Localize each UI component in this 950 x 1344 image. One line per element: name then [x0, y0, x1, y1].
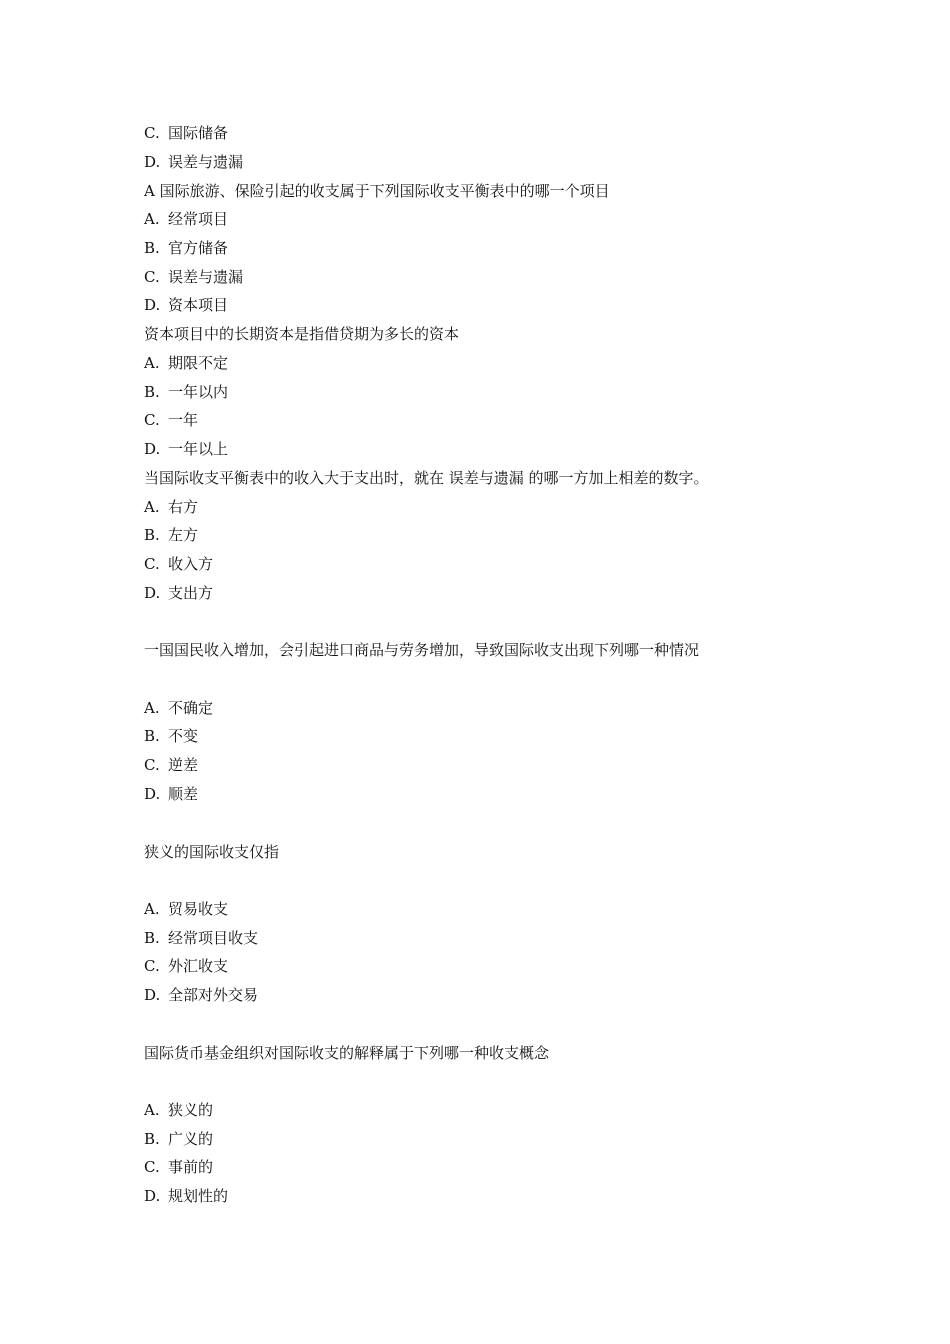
option-letter: D.	[144, 440, 161, 458]
option-text: 狭义的	[168, 1101, 214, 1119]
option-line	[144, 896, 228, 922]
option-line	[144, 752, 198, 778]
option-letter: C.	[144, 756, 160, 774]
option-text: 支出方	[168, 584, 214, 602]
question-text: 国际货币基金组织对国际收支的解释属于下列哪一种收支概念	[144, 1044, 550, 1062]
option-line	[144, 953, 228, 979]
option-line	[144, 522, 198, 548]
option-line	[144, 407, 198, 433]
option-text: 全部对外交易	[168, 986, 259, 1004]
question-text: 资本项目中的长期资本是指借贷期为多长的资本	[144, 325, 460, 343]
option-letter: B.	[144, 1130, 160, 1148]
option-line	[144, 1154, 213, 1180]
option-text: 国际储备	[168, 124, 229, 142]
option-letter: D.	[144, 153, 161, 171]
option-text: 收入方	[168, 555, 214, 573]
option-text: 不确定	[168, 699, 214, 717]
option-line	[144, 379, 228, 405]
option-line	[144, 925, 258, 951]
option-text: 规划性的	[168, 1187, 229, 1205]
option-text: 误差与遗漏	[168, 268, 244, 286]
option-letter: B.	[144, 929, 160, 947]
option-line	[144, 551, 213, 577]
option-letter: D.	[144, 296, 161, 314]
question-text: 当国际收支平衡表中的收入大于支出时，就在 误差与遗漏 的哪一方加上相差的数字。	[144, 469, 709, 487]
option-text: 顺差	[168, 785, 199, 803]
option-line	[144, 1097, 213, 1123]
option-line	[144, 1183, 228, 1209]
option-letter: C.	[144, 268, 160, 286]
option-letter: B.	[144, 383, 160, 401]
option-letter: B.	[144, 526, 160, 544]
option-text: 左方	[168, 526, 199, 544]
option-text: 广义的	[168, 1130, 214, 1148]
option-line	[144, 695, 213, 721]
option-text: 经常项目	[168, 210, 229, 228]
option-line	[144, 206, 228, 232]
option-letter: A.	[144, 1101, 160, 1119]
option-letter: A.	[144, 354, 160, 372]
question-text: 一国国民收入增加，会引起进口商品与劳务增加，导致国际收支出现下列哪一种情况	[144, 641, 700, 659]
option-text: 经常项目收支	[168, 929, 259, 947]
option-text: 外汇收支	[168, 957, 229, 975]
option-line	[144, 264, 243, 290]
option-text: 误差与遗漏	[168, 153, 244, 171]
option-line	[144, 580, 213, 606]
option-line	[144, 436, 228, 462]
option-letter: D.	[144, 986, 161, 1004]
option-line	[144, 1126, 213, 1152]
option-letter: C.	[144, 957, 160, 975]
option-letter: D.	[144, 785, 161, 803]
option-text: 右方	[168, 498, 199, 516]
option-letter: C.	[144, 124, 160, 142]
option-letter: A.	[144, 900, 160, 918]
option-text: 一年	[168, 411, 199, 429]
option-text: 事前的	[168, 1158, 214, 1176]
option-line	[144, 350, 228, 376]
option-letter: C.	[144, 411, 160, 429]
question-text: A 国际旅游、保险引起的收支属于下列国际收支平衡表中的哪一个项目	[144, 182, 610, 200]
option-letter: A.	[144, 498, 160, 516]
option-letter: C.	[144, 555, 160, 573]
option-letter: B.	[144, 239, 160, 257]
option-line	[144, 120, 228, 146]
option-line	[144, 292, 228, 318]
option-text: 逆差	[168, 756, 199, 774]
option-line	[144, 149, 243, 175]
option-text: 期限不定	[168, 354, 229, 372]
option-letter: D.	[144, 1187, 161, 1205]
option-letter: C.	[144, 1158, 160, 1176]
option-text: 一年以内	[168, 383, 229, 401]
option-line	[144, 982, 258, 1008]
option-letter: A.	[144, 210, 160, 228]
question-text: 狭义的国际收支仅指	[144, 843, 280, 861]
option-letter: D.	[144, 584, 161, 602]
option-letter: A.	[144, 699, 160, 717]
option-text: 一年以上	[168, 440, 229, 458]
option-line	[144, 723, 198, 749]
option-line	[144, 781, 198, 807]
option-text: 不变	[168, 727, 199, 745]
option-line	[144, 235, 228, 261]
option-text: 资本项目	[168, 296, 229, 314]
option-text: 贸易收支	[168, 900, 229, 918]
option-line	[144, 494, 198, 520]
option-letter: B.	[144, 727, 160, 745]
option-text: 官方储备	[168, 239, 229, 257]
